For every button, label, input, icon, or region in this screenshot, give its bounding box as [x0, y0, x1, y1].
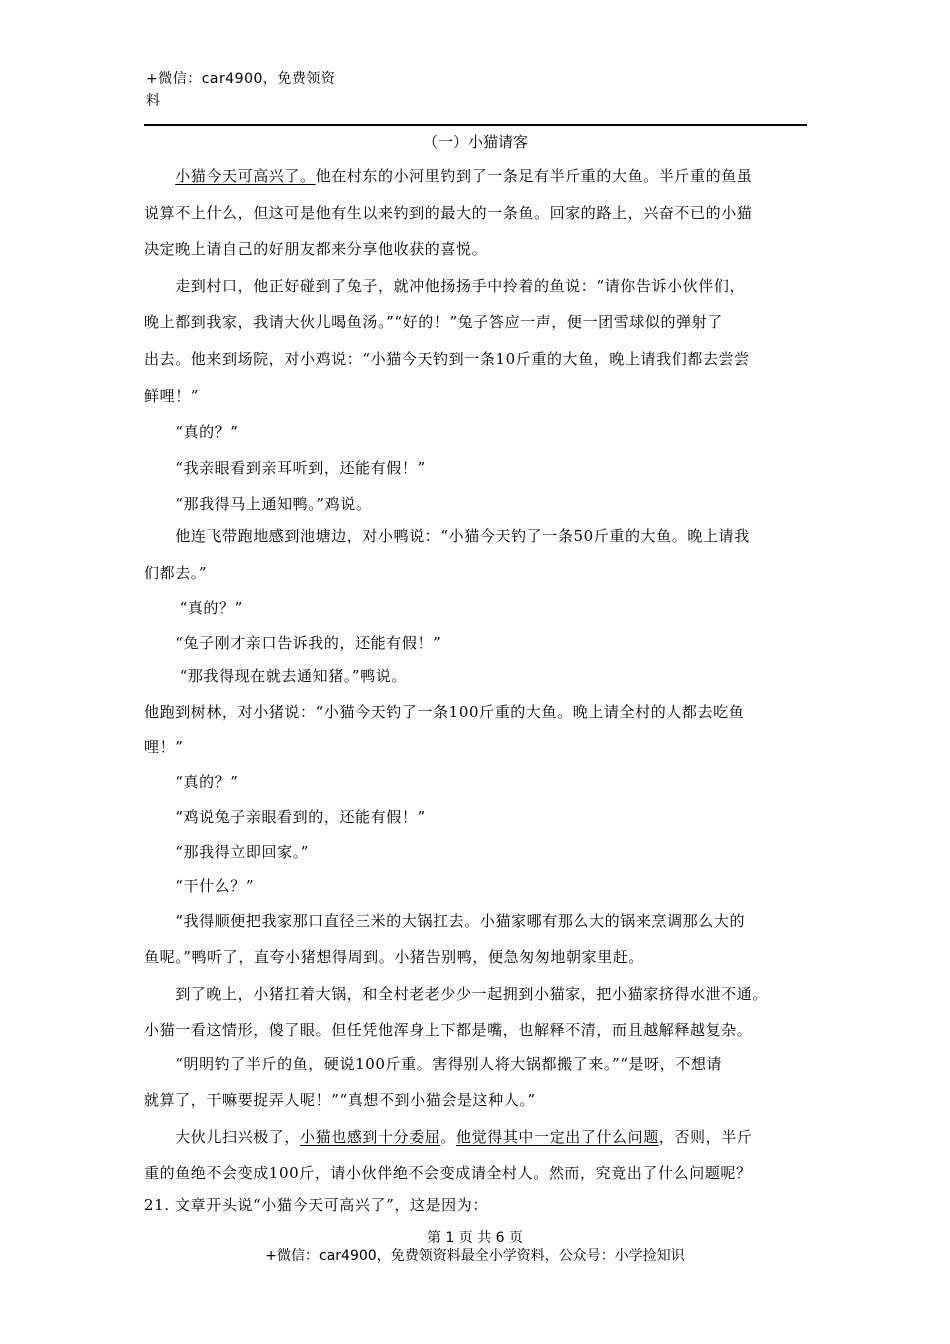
watermark-footer: +微信：car4900，免费领资料最全小学资料，公众号：小学捡知识: [265, 1248, 685, 1264]
paragraph-line: 他连飞带跑地感到池塘边，对小鸭说：“小猫今天钓了一条50斤重的大鱼。晚上请我: [175, 527, 750, 545]
page-number: 第 1 页 共 6 页: [426, 1230, 524, 1246]
paragraph-line: 小猫一看这情形，傻了眼。但任凭他浑身上下都是嘴，也解释不清，而且越解释越复杂。: [144, 1021, 753, 1039]
paragraph-line: 小猫今天可高兴了。他在村东的小河里钓到了一条足有半斤重的大鱼。半斤重的鱼虽: [175, 167, 753, 185]
watermark-line-1: +微信：car4900，免费领资: [146, 71, 336, 87]
question-21: 21. 文章开头说“小猫今天可高兴了”，这是因为：: [144, 1196, 488, 1214]
watermark-header: [146, 68, 351, 112]
dialogue-line: “兔子刚才亲口告诉我的，还能有假！”: [175, 634, 442, 652]
paragraph-line: 大伙儿扫兴极了，小猫也感到十分委屈。他觉得其中一定出了什么问题，否则，半斤: [175, 1128, 753, 1146]
paragraph-line: 走到村口，他正好碰到了兔子，就冲他扬扬手中拎着的鱼说：“请你告诉小伙伴们，: [175, 277, 746, 295]
paragraph-line: 说算不上什么，但这可是他有生以来钓到的最大的一条鱼。回家的路上，兴奋不已的小猫: [144, 204, 753, 222]
paragraph-line: 重的鱼绝不会变成100斤，请小伙伴绝不会变成请全村人。然而，究竟出了什么问题呢？: [144, 1164, 752, 1182]
dialogue-line: “我亲眼看到亲耳听到，还能有假！”: [175, 459, 426, 477]
dialogue-line: “鸡说兔子亲眼看到的，还能有假！”: [175, 808, 426, 826]
dialogue-line: “那我得马上通知鸭。”鸡说。: [175, 495, 372, 513]
dialogue-line: “那我得现在就去通知猪。”鸭说。: [179, 667, 408, 685]
paragraph-line: 到了晚上，小猪扛着大锅，和全村老老少少一起拥到小猫家，把小猫家挤得水泄不通。: [175, 985, 769, 1003]
paragraph-line: 晚上都到我家，我请大伙儿喝鱼汤。”“好的！”兔子答应一声，便一团雪球似的弹射了: [144, 313, 723, 331]
underlined-phrase-1: 小猫也感到十分委屈: [300, 1128, 441, 1146]
dialogue-line: “真的？”: [179, 599, 243, 617]
paragraph-line: 鱼呢。”鸭听了，直夸小猪想得周到。小猪告别鸭，便急匆匆地朝家里赶。: [144, 948, 644, 966]
dialogue-line: “那我得立即回家。”: [175, 843, 310, 861]
dialogue-line: “干什么？”: [175, 877, 255, 895]
paragraph-line: 们都去。”: [144, 564, 208, 582]
underlined-phrase-2: 他觉得其中一定出了什么问题: [456, 1128, 659, 1146]
paragraph-line: 出去。他来到场院，对小鸡说：“小猫今天钓到一条10斤重的大鱼，晚上请我们都去尝尝: [144, 350, 750, 368]
dialogue-line: “真的？”: [175, 773, 239, 791]
passage-title: （一）小猫请客: [422, 133, 528, 151]
paragraph-line: “我得顺便把我家那口直径三米的大锅扛去。小猫家哪有那么大的锅来烹调那么大的: [175, 912, 746, 930]
watermark-line-2: 料: [146, 93, 161, 109]
paragraph-line: “明明钓了半斤的鱼，硬说100斤重。害得别人将大锅都搬了来。”“是呀，不想请: [175, 1055, 723, 1073]
paragraph-line: 就算了，干嘛要捉弄人呢！”“真想不到小猫会是这种人。”: [144, 1091, 536, 1109]
paragraph-line: 他跑到树林，对小猪说：“小猫今天钓了一条100斤重的大鱼。晚上请全村的人都去吃鱼: [144, 703, 745, 721]
paragraph-line: 决定晚上请自己的好朋友都来分享他收获的喜悦。: [144, 240, 488, 258]
paragraph-line: 哩！”: [144, 738, 184, 756]
paragraph-line: 鲜哩！”: [144, 387, 200, 405]
dialogue-line: “真的？”: [175, 423, 239, 441]
underlined-sentence: 小猫今天可高兴了。: [175, 167, 316, 185]
header-rule: [144, 124, 807, 126]
